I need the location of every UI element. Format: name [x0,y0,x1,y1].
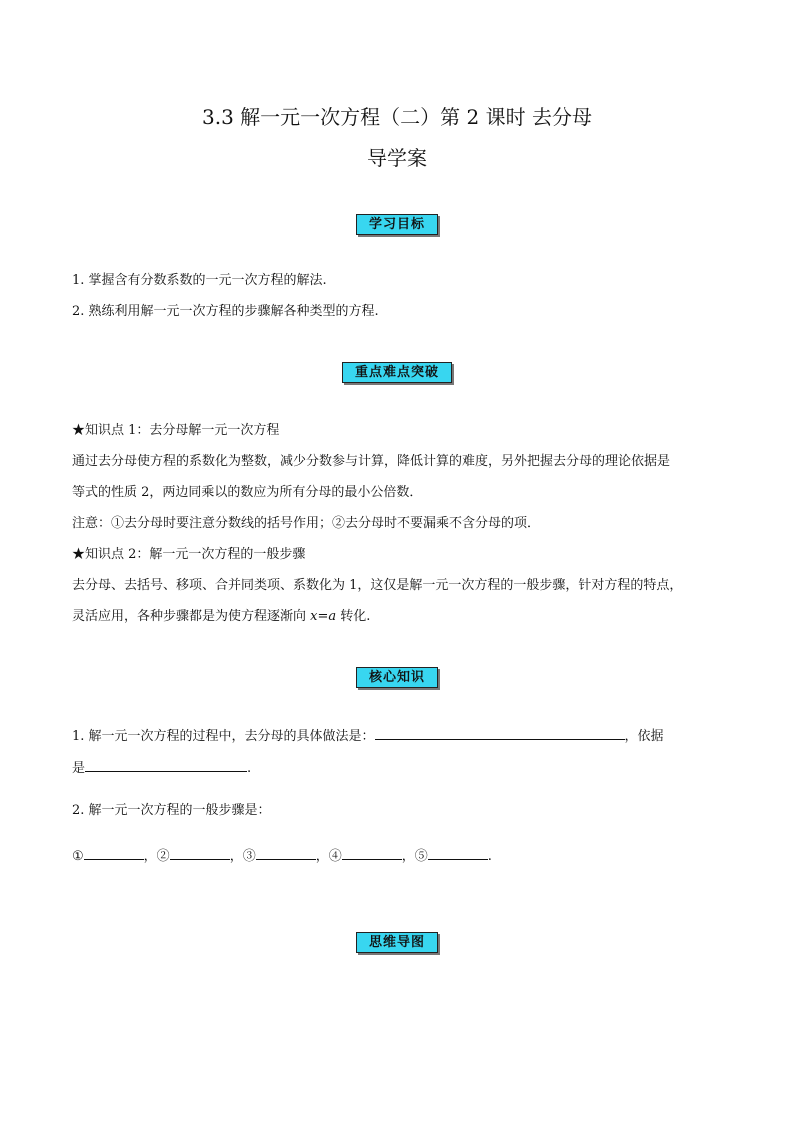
mindmap-section-header [0,931,794,953]
step-2-blank[interactable] [170,847,230,860]
kp2-variable: x=a [310,609,337,624]
core-question-1-line-1 [72,727,732,746]
key-points-section-header [0,361,794,383]
objectives-section-header [0,213,794,235]
objectives-badge: 学习目标 [356,214,438,235]
kp2-text-part-a: 灵活应用，各种步骤都是为使方程逐渐向 [72,609,311,624]
knowledge-point-1-title: ★知识点 1：去分母解一元一次方程 [72,423,280,438]
q1-text-shi: 是 [72,761,86,776]
core-badge: 核心知识 [356,667,438,688]
q1-answer-blank-1[interactable] [375,727,625,740]
step-2-marker: ② [156,849,170,864]
step-5-blank[interactable] [428,847,488,860]
step-sep-1: ， [143,849,157,864]
step-1-marker: ① [72,849,84,864]
core-question-2: 2. 解一元一次方程的一般步骤是： [72,803,271,818]
step-sep-2: ， [229,849,243,864]
key-points-badge: 重点难点突破 [342,362,452,383]
step-sep-3: ， [315,849,329,864]
objective-item-2: 2. 熟练利用解一元一次方程的步骤解各种类型的方程. [72,304,379,319]
core-question-1-line-2 [72,759,732,778]
q1-text: 1. 解一元一次方程的过程中，去分母的具体做法是： [72,729,375,744]
knowledge-point-2-text-1: 去分母、去括号、移项、合并同类项、系数化为 1，这仅是解一元一次方程的一般步骤，针对方程的特点， [72,578,683,593]
q1-answer-blank-2[interactable] [85,759,247,772]
mindmap-badge: 思维导图 [356,932,438,953]
step-1-blank[interactable] [84,847,144,860]
q1-text-basis: ，依据 [624,729,664,744]
objective-item-1: 1. 掌握含有分数系数的一元一次方程的解法. [72,273,327,288]
knowledge-point-1-text-1: 通过去分母使方程的系数化为整数，减少分数参与计算，降低计算的难度，另外把握去分母的理论依据是 [72,454,671,469]
step-3-blank[interactable] [256,847,316,860]
knowledge-point-1-note: 注意：①去分母时要注意分数线的括号作用；②去分母时不要漏乘不含分母的项． [72,516,541,531]
page-subtitle: 导学案 [367,146,427,170]
steps-blanks-line [72,847,732,866]
kp2-text-part-b: 转化. [336,609,371,624]
knowledge-point-2-text-2 [72,608,732,626]
step-3-marker: ③ [242,849,256,864]
page-title: 3.3 解一元一次方程（二）第 2 课时 去分母 [202,105,592,129]
step-4-marker: ④ [328,849,342,864]
steps-end: . [487,849,492,864]
step-4-blank[interactable] [342,847,402,860]
knowledge-point-2-title: ★知识点 2：解一元一次方程的一般步骤 [72,547,306,562]
knowledge-point-1-text-2: 等式的性质 2，两边同乘以的数应为所有分母的最小公倍数． [72,485,423,500]
step-5-marker: ⑤ [414,849,428,864]
core-section-header [0,666,794,688]
q1-end: . [247,761,252,776]
step-sep-4: ， [401,849,415,864]
